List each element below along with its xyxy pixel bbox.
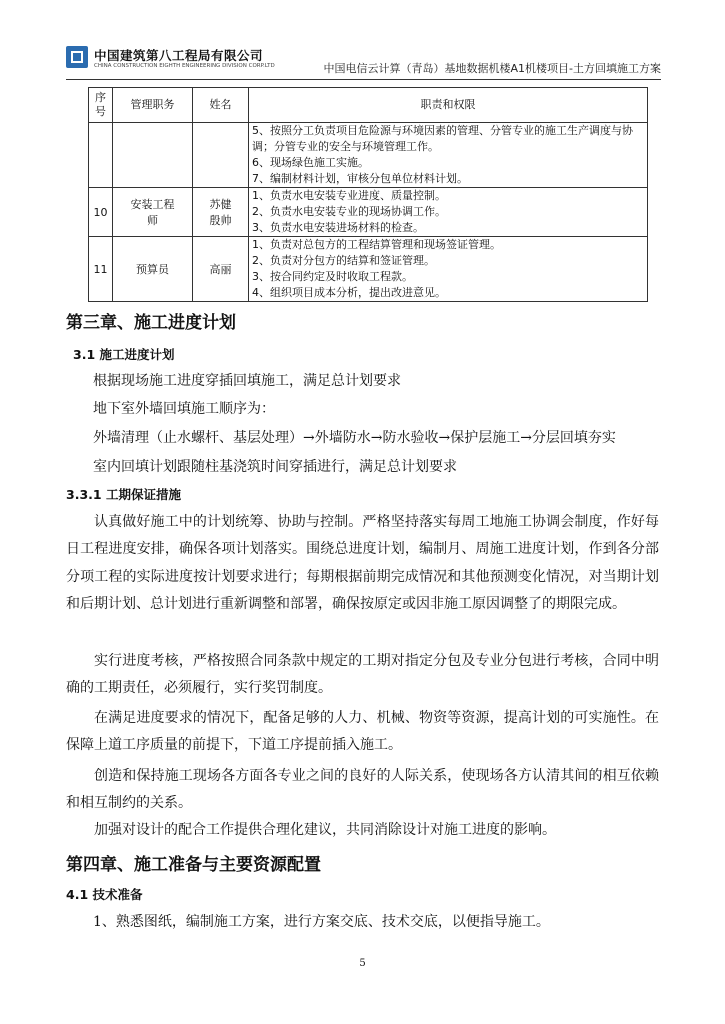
cell-role: 安装工程师 xyxy=(113,188,193,237)
duty-line: 3、按合同约定及时收取工程款。 xyxy=(252,270,413,283)
cell-name xyxy=(193,123,249,188)
header-divider xyxy=(66,79,661,80)
header-name: 姓名 xyxy=(193,88,249,123)
section-3-1-line: 外墙清理（止水螺杆、基层处理）→外墙防水→防水验收→保护层施工→分层回填夯实 xyxy=(93,430,616,446)
page-number: 5 xyxy=(359,958,366,969)
cell-no: 10 xyxy=(89,188,113,237)
cell-no xyxy=(89,123,113,188)
table-header-row xyxy=(89,88,648,123)
duty-line: 6、现场绿色施工实施。 xyxy=(252,156,369,169)
duty-line: 5、按照分工负责项目危险源与环境因素的管理、分管专业的施工生产调度与协调；分管专业的安全与环境管理工作。 xyxy=(252,124,633,153)
paragraph: 认真做好施工中的计划统筹、协助与控制。严格坚持落实每周工地施工协调会制度，作好每日工程进度安排，确保各项计划落实。围绕总进度计划，编制月、周施工进度计划，作到各分部分项工程的实际进度按计划要求进行；每期根据前期完成情况和其他预测变化情况，对当期计划和后期计划、总计划进行重新调整和部署，确保按原定或因非施工原因调整了的期限完成。 xyxy=(66,514,659,612)
section-4-1-line: 1、熟悉图纸，编制施工方案，进行方案交底、技术交底，以便指导施工。 xyxy=(93,914,550,930)
cell-role xyxy=(113,123,193,188)
responsibility-table xyxy=(88,87,648,302)
duty-line: 3、负责水电安装进场材料的检查。 xyxy=(252,221,424,234)
section-3-3-1-heading: 3.3.1 工期保证措施 xyxy=(66,487,181,502)
paragraph: 在满足进度要求的情况下，配备足够的人力、机械、物资等资源，提高计划的可实施性。在保障上道工序质量的前提下，下道工序提前插入施工。 xyxy=(66,710,659,754)
company-name-en: CHINA CONSTRUCTION EIGHTH ENGINEERING DIVISION CORP.LTD xyxy=(94,63,275,69)
paragraph: 实行进度考核，严格按照合同条款中规定的工期对指定分包及专业分包进行考核，合同中明确的工期责任，必须履行，实行奖罚制度。 xyxy=(66,653,659,697)
section-3-1-line: 地下室外墙回填施工顺序为： xyxy=(93,401,275,417)
section-3-1-heading: 3.1 施工进度计划 xyxy=(73,347,175,362)
header-no: 序号 xyxy=(89,88,113,123)
table-row xyxy=(89,188,648,237)
duty-line: 4、组织项目成本分析，提出改进意见。 xyxy=(252,286,446,299)
cell-no: 11 xyxy=(89,237,113,302)
header-duties: 职责和权限 xyxy=(249,88,648,123)
cell-name: 苏健 殷帅 xyxy=(193,188,249,237)
paragraph: 创造和保持施工现场各方面各专业之间的良好的人际关系，使现场各方认清其间的相互依赖和相互制约的关系。 xyxy=(66,768,659,812)
company-name-cn: 中国建筑第八工程局有限公司 xyxy=(94,48,264,63)
company-logo-icon xyxy=(66,46,88,68)
section-3-1-line: 根据现场施工进度穿插回填施工，满足总计划要求 xyxy=(93,373,401,389)
header-role: 管理职务 xyxy=(113,88,193,123)
cell-duties xyxy=(249,123,648,188)
duty-line: 1、负责对总包方的工程结算管理和现场签证管理。 xyxy=(252,238,501,251)
section-4-1-heading: 4.1 技术准备 xyxy=(66,887,143,902)
cell-duties xyxy=(249,237,648,302)
duty-line: 1、负责水电安装专业进度、质量控制。 xyxy=(252,189,446,202)
document-title: 中国电信云计算（青岛）基地数据机楼A1机楼项目-土方回填施工方案 xyxy=(323,62,661,75)
paragraph: 加强对设计的配合工作提供合理化建议，共同消除设计对施工进度的影响。 xyxy=(94,822,556,838)
table-row xyxy=(89,123,648,188)
table-row xyxy=(89,237,648,302)
chapter-3-heading: 第三章、施工进度计划 xyxy=(66,313,236,333)
section-3-1-line: 室内回填计划跟随柱基浇筑时间穿插进行，满足总计划要求 xyxy=(93,459,457,475)
duty-line: 2、负责对分包方的结算和签证管理。 xyxy=(252,254,435,267)
cell-role: 预算员 xyxy=(113,237,193,302)
cell-duties xyxy=(249,188,648,237)
cell-name: 高丽 xyxy=(193,237,249,302)
chapter-4-heading: 第四章、施工准备与主要资源配置 xyxy=(66,855,321,875)
duty-line: 7、编制材料计划，审核分包单位材料计划。 xyxy=(252,172,468,185)
duty-line: 2、负责水电安装专业的现场协调工作。 xyxy=(252,205,446,218)
